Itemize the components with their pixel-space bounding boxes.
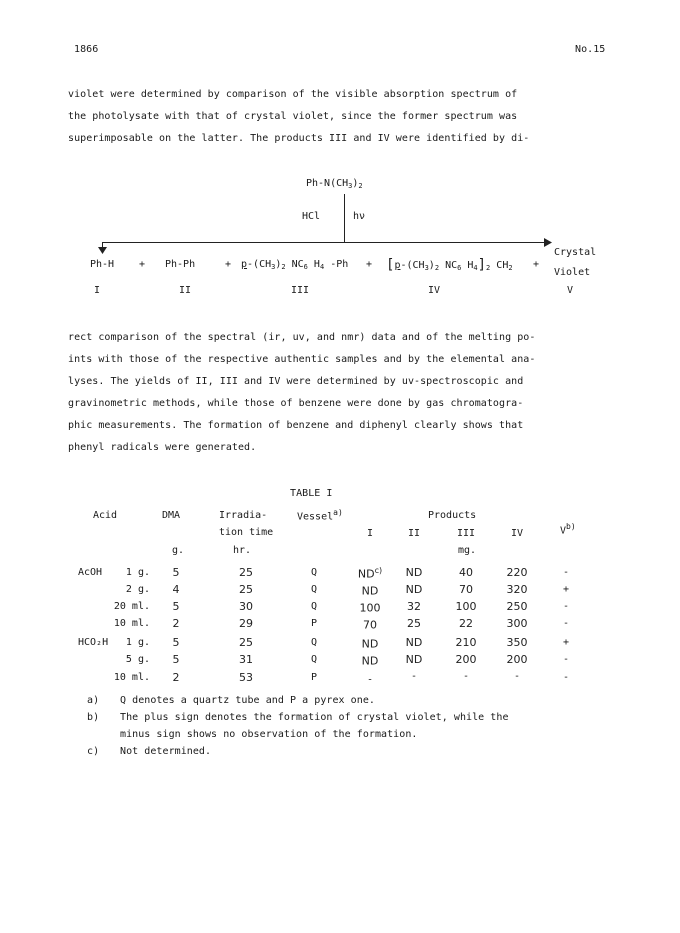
compound-number-ii: II: [178, 285, 192, 296]
cell-time: 30: [239, 600, 253, 613]
cell-iii: 22: [459, 617, 473, 630]
compound-number-i: I: [93, 285, 101, 296]
cell-v: -: [562, 567, 570, 578]
cell-amount: 1 g.: [125, 637, 150, 648]
cell-vessel: Q: [310, 567, 318, 578]
cell-amount: 20 ml.: [113, 601, 150, 612]
plus-sign: +: [225, 259, 232, 270]
footnote-b-text-1: The plus sign denotes the formation of crystal violet, while the: [120, 712, 509, 723]
footnote-mark-c: c): [87, 746, 100, 757]
arrow-right-icon: [544, 238, 552, 247]
header-acid: Acid: [93, 510, 118, 521]
cell-i: 70: [363, 618, 377, 632]
cell-ii: 25: [407, 617, 421, 630]
issue-number: No.15: [575, 44, 606, 55]
cell-amount: 10 ml.: [113, 672, 150, 683]
cell-i: ND: [361, 584, 379, 598]
cell-v: -: [562, 601, 570, 612]
cell-ii: ND: [405, 566, 423, 579]
horizontal-branch-line: [102, 242, 546, 243]
product-biphenyl: Ph-Ph: [165, 259, 196, 270]
cell-acid: AcOH: [78, 567, 103, 578]
text-line: ints with those of the respective authentic samples and by the elemental ana-: [68, 354, 536, 365]
cell-dma: 5: [172, 653, 180, 666]
unit-products: mg.: [458, 545, 477, 556]
cell-dma: 5: [172, 600, 180, 613]
header-product-iv: IV: [510, 528, 524, 539]
header-product-ii: II: [407, 528, 421, 539]
cell-v: +: [562, 584, 570, 595]
product-benzene: Ph-H: [90, 259, 115, 270]
crystal-violet-label-2: Violet: [554, 267, 591, 278]
table-title: TABLE I: [290, 488, 333, 499]
cell-ii: ND: [405, 653, 423, 666]
page-number: 1866: [74, 44, 99, 55]
header-irradiation-2: tion time: [219, 527, 274, 538]
cell-amount: 1 g.: [125, 567, 150, 578]
cell-dma: 2: [172, 671, 180, 684]
cell-i: 100: [359, 601, 381, 615]
text-line: phic measurements. The formation of benzene and diphenyl clearly shows that: [68, 420, 524, 431]
cell-iii: -: [462, 671, 470, 682]
cell-iv: 200: [506, 653, 528, 666]
header-product-i: I: [366, 528, 374, 539]
vertical-arrow-stem: [344, 194, 345, 242]
text-line: lyses. The yields of II, III and IV were determined by uv-spectroscopic and: [68, 376, 524, 387]
unit-time: hr.: [233, 545, 252, 556]
footnote-b-text-2: minus sign shows no observation of the formation.: [120, 729, 418, 740]
cell-i: -: [366, 674, 374, 686]
header-irradiation-1: Irradia-: [219, 510, 268, 521]
cell-time: 53: [239, 671, 253, 684]
product-iv-formula: [$p-(CH_3)_2$ $NC_6$ $H_4]_2$ $CH_2$: [386, 257, 513, 273]
cell-iii: 210: [455, 636, 477, 649]
footnote-a-text: Q denotes a quartz tube and P a pyrex one.: [120, 695, 375, 706]
cell-dma: 2: [172, 617, 180, 630]
cell-ii: -: [410, 671, 418, 682]
cell-iii: 100: [455, 600, 477, 613]
text-line: the photolysate with that of crystal violet, since the former spectrum was: [68, 111, 518, 122]
cell-iii: 70: [459, 583, 473, 596]
cell-time: 31: [239, 653, 253, 666]
cell-v: -: [562, 672, 570, 683]
cell-v: -: [562, 654, 570, 665]
cell-iv: 320: [506, 583, 528, 596]
cell-i: ND$^{c)}$: [357, 566, 383, 581]
plus-sign: +: [366, 259, 373, 270]
header-product-iii: III: [456, 528, 476, 539]
footnote-mark-a: a): [87, 695, 100, 706]
cell-v: -: [562, 618, 570, 629]
reagent-hcl: HCl: [302, 211, 321, 222]
cell-amount: 2 g.: [125, 584, 150, 595]
cell-iv: 220: [506, 566, 528, 579]
cell-i: ND: [361, 654, 379, 668]
cell-vessel: Q: [310, 637, 318, 648]
cell-vessel: P: [310, 672, 318, 683]
cell-iv: 350: [506, 636, 528, 649]
cell-time: 25: [239, 566, 253, 579]
cell-iii: 200: [455, 653, 477, 666]
unit-dma: g.: [172, 545, 185, 556]
cell-amount: 5 g.: [125, 654, 150, 665]
cell-iv: 300: [506, 617, 528, 630]
cell-ii: ND: [405, 583, 423, 596]
cell-vessel: Q: [310, 654, 318, 665]
compound-number-iii: III: [290, 285, 310, 296]
cell-acid: HCO₂H: [78, 637, 109, 648]
cell-i: ND: [361, 637, 379, 651]
cell-ii: ND: [405, 636, 423, 649]
crystal-violet-label-1: Crystal: [554, 247, 597, 258]
plus-sign: +: [139, 259, 146, 270]
cell-ii: 32: [407, 600, 421, 613]
cell-time: 25: [239, 583, 253, 596]
arrow-down-icon: [98, 247, 107, 255]
cell-dma: 5: [172, 566, 180, 579]
header-product-v: $V^{b)}$: [560, 522, 576, 537]
cell-iv: -: [513, 671, 521, 682]
cell-dma: 4: [172, 583, 180, 596]
text-line: violet were determined by comparison of the visible absorption spectrum of: [68, 89, 518, 100]
footnote-mark-b: b): [87, 712, 100, 723]
cell-v: +: [562, 637, 570, 648]
text-line: phenyl radicals were generated.: [68, 442, 257, 453]
text-line: gravinometric methods, while those of benzene were done by gas chromatogra-: [68, 398, 524, 409]
text-line: rect comparison of the spectral (ir, uv, and nmr) data and of the melting po-: [68, 332, 536, 343]
reagent-light: hν: [353, 211, 366, 222]
header-vessel: Vessel$^{a)}$: [297, 508, 343, 523]
cell-vessel: Q: [310, 584, 318, 595]
cell-vessel: Q: [310, 601, 318, 612]
compound-number-v: V: [566, 285, 574, 296]
header-dma: DMA: [162, 510, 181, 521]
plus-sign: +: [533, 259, 540, 270]
reactant-formula: $Ph-N(CH_3)_2$: [306, 178, 363, 190]
cell-time: 25: [239, 636, 253, 649]
cell-time: 29: [239, 617, 253, 630]
text-line: superimposable on the latter. The products III and IV were identified by di-: [68, 133, 530, 144]
cell-amount: 10 ml.: [113, 618, 150, 629]
cell-iii: 40: [459, 566, 473, 579]
compound-number-iv: IV: [427, 285, 441, 296]
footnote-c-text: Not determined.: [120, 746, 212, 757]
cell-iv: 250: [506, 600, 528, 613]
cell-vessel: P: [310, 618, 318, 629]
cell-dma: 5: [172, 636, 180, 649]
product-iii-formula: $p-(CH_3)_2$ $NC_6$ $H_4$ -Ph: [241, 259, 349, 271]
header-products: Products: [428, 510, 477, 521]
